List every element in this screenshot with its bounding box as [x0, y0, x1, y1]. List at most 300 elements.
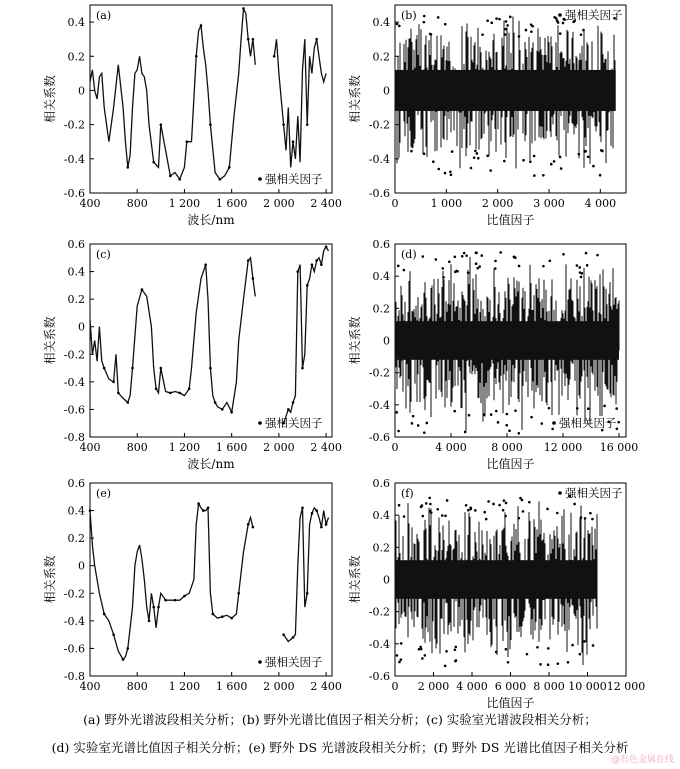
x-tick-label: 4 000 [435, 441, 467, 454]
strong-factor-point [495, 410, 498, 413]
strong-factor-point [533, 174, 536, 177]
strong-factor-point [252, 38, 255, 41]
series-line-1 [90, 8, 255, 179]
y-tick-label: 0.6 [372, 477, 390, 490]
strong-factor-point [247, 38, 250, 41]
strong-factor-point [423, 431, 426, 434]
strong-factor-point [422, 255, 425, 258]
strong-factor-point [432, 160, 435, 163]
strong-factor-point [486, 155, 489, 158]
strong-factor-point [228, 166, 231, 169]
panel-label: (b) [401, 9, 417, 22]
x-tick-label: 1 000 [430, 197, 463, 210]
strong-factor-point [492, 503, 495, 506]
strong-factor-point [412, 415, 415, 418]
strong-factor-point [518, 432, 521, 435]
x-axis-label: 比值因子 [486, 696, 535, 710]
x-tick-label: 16 000 [599, 441, 639, 454]
strong-factor-point [530, 30, 533, 33]
strong-factor-point [485, 518, 488, 521]
strong-factor-point [583, 640, 586, 643]
x-axis-label: 比值因子 [486, 457, 535, 471]
strong-factor-point [429, 503, 432, 506]
legend-label: 强相关因子 [265, 172, 323, 186]
y-tick-label: 0.4 [372, 16, 390, 30]
strong-factor-point [152, 161, 155, 164]
strong-factor-point [477, 157, 480, 160]
strong-factor-point [592, 165, 595, 168]
legend-label: 强相关因子 [265, 416, 323, 430]
strong-factor-point [454, 271, 457, 274]
strong-factor-point [421, 504, 424, 507]
series-line-1 [90, 504, 253, 660]
y-tick-label: -0.6 [63, 642, 85, 656]
y-tick-label: 0.4 [372, 270, 390, 284]
strong-factor-point [428, 497, 431, 500]
strong-factor-point [273, 55, 276, 58]
strong-factor-point [478, 265, 481, 268]
strong-factor-point [464, 431, 467, 434]
strong-factor-point [247, 523, 250, 526]
strong-factor-point [186, 140, 189, 143]
strong-factor-point [596, 254, 599, 257]
strong-factor-point [195, 55, 198, 58]
strong-factor-point [603, 405, 606, 408]
strong-factor-point [536, 646, 539, 649]
strong-factor-point [403, 269, 406, 272]
strong-factor-point [483, 511, 486, 514]
panel-label: (a) [96, 9, 112, 22]
strong-factor-point [188, 387, 191, 390]
x-tick-label: 400 [79, 197, 101, 210]
strong-factor-point [571, 644, 574, 647]
x-axis-label: 波长/nm [187, 213, 235, 227]
strong-factor-point [567, 661, 570, 664]
strong-factor-point [578, 266, 581, 269]
strong-factor-point [426, 422, 429, 425]
strong-factor-point [576, 264, 579, 267]
strong-factor-point [522, 510, 525, 513]
legend-marker [552, 421, 556, 425]
strong-factor-point [453, 255, 456, 258]
x-tick-label: 6 000 [494, 680, 527, 693]
legend-marker [258, 421, 262, 425]
strong-factor-point [617, 421, 620, 424]
x-tick-label: 12 000 [606, 680, 646, 693]
strong-factor-point [301, 507, 304, 510]
strong-factor-point [489, 169, 492, 172]
strong-factor-point [315, 259, 318, 262]
strong-factor-point [513, 255, 516, 258]
strong-factor-point [494, 267, 497, 270]
strong-factor-point [560, 167, 563, 170]
strong-factor-point [547, 663, 550, 666]
strong-factor-point [505, 20, 508, 23]
strong-factor-point [474, 150, 477, 153]
y-axis-label: 相关系数 [348, 74, 362, 124]
x-tick-label: 2 000 [481, 197, 514, 210]
y-tick-label: 0 [383, 573, 390, 587]
strong-factor-point [398, 504, 401, 507]
strong-factor-point [148, 620, 151, 623]
strong-factor-point [530, 416, 533, 419]
y-tick-label: -0.2 [63, 348, 85, 362]
strong-factor-point [504, 515, 507, 518]
strong-factor-point [325, 523, 328, 526]
legend-label: 强相关因子 [565, 8, 623, 22]
strong-factor-point [315, 38, 318, 41]
strong-factor-point [152, 606, 155, 609]
strong-factor-point [557, 662, 560, 665]
strong-factor-point [592, 644, 595, 647]
strong-factor-point [441, 514, 444, 517]
x-tick-label: 800 [126, 197, 148, 210]
strong-factor-point [576, 407, 579, 410]
strong-factor-point [474, 509, 477, 512]
strong-factor-point [495, 651, 498, 654]
y-tick-label: 0 [383, 334, 390, 348]
y-tick-label: 0.4 [67, 16, 85, 30]
strong-factor-point [480, 254, 483, 257]
x-tick-label: 2 000 [263, 680, 295, 693]
chart-panel-e [42, 477, 342, 693]
strong-factor-point [437, 16, 440, 19]
strong-factor-point [502, 509, 505, 512]
strong-factor-point [397, 430, 400, 433]
strong-factor-point [559, 156, 562, 159]
strong-factor-point [436, 508, 439, 511]
x-tick-label: 400 [79, 680, 101, 693]
strong-factor-point [465, 504, 468, 507]
strong-factor-point [553, 160, 556, 163]
strong-factor-point [490, 413, 493, 416]
y-axis-label: 相关系数 [43, 555, 57, 604]
strong-factor-point [499, 251, 502, 254]
strong-factor-point [292, 401, 295, 404]
y-tick-label: -0.8 [63, 431, 85, 444]
strong-factor-point [237, 592, 240, 595]
strong-factor-point [424, 654, 427, 657]
strong-factor-point [435, 258, 438, 261]
strong-factor-point [311, 512, 314, 515]
strong-factor-point [522, 159, 525, 162]
y-tick-label: 0 [78, 559, 85, 573]
strong-factor-point [126, 647, 129, 650]
strong-factor-point [282, 123, 285, 126]
strong-factor-point [580, 33, 583, 36]
strong-factor-point [252, 526, 255, 529]
strong-factor-point [578, 153, 581, 156]
strong-factor-point [174, 599, 177, 602]
strong-factor-point [475, 262, 478, 265]
strong-factor-point [141, 288, 144, 291]
strong-factor-point [155, 387, 158, 390]
strong-factor-point [178, 392, 181, 395]
strong-factor-point [450, 173, 453, 176]
strong-factor-point [518, 35, 521, 38]
strong-factor-point [403, 515, 406, 518]
strong-factor-point [615, 407, 618, 410]
strong-factor-point [557, 21, 560, 24]
strong-factor-point [542, 265, 545, 268]
legend-marker [258, 660, 262, 664]
x-tick-label: 8 000 [533, 680, 565, 693]
strong-factor-point [444, 665, 447, 668]
y-tick-label: 0.4 [372, 509, 390, 523]
strong-factor-point [207, 507, 210, 510]
strong-factor-point [547, 647, 550, 650]
strong-factor-point [470, 508, 473, 511]
strong-factor-point [540, 422, 543, 425]
strong-factor-point [505, 648, 508, 651]
strong-factor-point [468, 414, 471, 417]
strong-factor-point [530, 23, 533, 26]
strong-factor-point [209, 123, 212, 126]
strong-factor-point [505, 502, 508, 505]
y-tick-label: -0.2 [63, 118, 85, 132]
strong-factor-point [160, 367, 163, 370]
strong-factor-point [252, 277, 255, 280]
figure-caption-line-2: (d) 实验室光谱比值因子相关分析；(e) 野外 DS 光谱波段相关分析；(f) 野外 DS 光谱比值因子相关分析 [51, 740, 629, 755]
strong-factor-point [514, 409, 517, 412]
x-tick-label: 2 400 [310, 197, 342, 210]
strong-factor-point [437, 168, 440, 171]
strong-factor-point [528, 501, 531, 504]
strong-factor-point [591, 518, 594, 521]
strong-factor-point [463, 252, 466, 255]
x-tick-label: 1 600 [215, 441, 248, 454]
y-tick-label: -0.2 [368, 366, 390, 380]
x-tick-label: 800 [126, 441, 148, 454]
strong-factor-point [583, 150, 586, 153]
strong-factor-point [548, 407, 551, 410]
x-tick-label: 1 200 [168, 197, 201, 210]
panel-label: (e) [96, 487, 112, 500]
strong-factor-point [230, 411, 233, 414]
y-tick-label: -0.4 [368, 637, 390, 651]
y-tick-label: -0.6 [368, 670, 390, 683]
legend-label: 强相关因子 [559, 416, 617, 430]
strong-factor-point [417, 424, 420, 427]
strong-factor-point [494, 260, 497, 263]
strong-factor-point [486, 19, 489, 22]
y-tick-label: 0.2 [372, 541, 390, 555]
strong-factor-point [550, 163, 553, 166]
strong-factor-point [444, 172, 447, 175]
x-tick-label: 8 000 [491, 441, 523, 454]
panel-label: (c) [96, 248, 111, 261]
chart-panel-c [42, 238, 342, 471]
strong-factor-point [397, 265, 400, 268]
strong-factor-point [204, 263, 207, 266]
y-tick-label: 0.2 [372, 50, 390, 64]
strong-factor-point [476, 152, 479, 155]
strong-factor-point [475, 252, 478, 255]
y-tick-label: -0.4 [368, 398, 390, 412]
strong-factor-point [448, 260, 451, 263]
strong-factor-point [562, 253, 565, 256]
chart-panel-f [347, 477, 645, 710]
legend-marker [258, 177, 262, 181]
y-tick-label: -0.6 [368, 431, 390, 444]
strong-factor-point [306, 284, 309, 287]
strong-factor-point [325, 245, 328, 248]
y-axis-label: 相关系数 [348, 555, 362, 604]
strong-factor-point [551, 428, 554, 431]
strong-factor-point [455, 659, 458, 662]
strong-factor-point [461, 255, 464, 258]
strong-factor-point [126, 401, 129, 404]
strong-factor-point [282, 633, 285, 636]
strong-factor-point [506, 413, 509, 416]
strong-factor-point [126, 166, 129, 169]
chart-panel-d [347, 238, 638, 471]
x-tick-label: 1 600 [215, 680, 248, 693]
strong-factor-point [580, 276, 583, 279]
strong-factor-point [506, 24, 509, 27]
strong-factor-point [306, 123, 309, 126]
chart-panel-b [347, 5, 626, 227]
strong-factor-point [546, 508, 549, 511]
y-axis-label: 相关系数 [43, 74, 57, 124]
strong-factor-point [573, 503, 576, 506]
y-tick-label: -0.4 [63, 614, 85, 628]
legend-marker [558, 491, 562, 495]
x-tick-label: 4 000 [584, 197, 617, 210]
strong-factor-point [103, 613, 106, 616]
legend-label: 强相关因子 [265, 655, 323, 669]
strong-factor-point [504, 33, 507, 36]
panel-label: (f) [401, 487, 414, 500]
y-tick-label: 0 [78, 84, 85, 98]
strong-factor-point [209, 367, 212, 370]
strong-factor-point [521, 499, 524, 502]
strong-factor-point [197, 502, 200, 505]
strong-factor-point [442, 276, 445, 279]
strong-factor-point [219, 178, 222, 181]
strong-factor-point [445, 650, 448, 653]
plot-frame [90, 5, 332, 193]
strong-factor-point [411, 422, 414, 425]
strong-factor-point [400, 642, 403, 645]
strong-factor-point [444, 23, 447, 26]
y-tick-label: -0.6 [63, 403, 85, 417]
strong-factor-point [503, 160, 506, 163]
x-axis-label: 波长/nm [187, 457, 235, 471]
strong-factor-point [400, 658, 403, 661]
strong-factor-point [454, 646, 457, 649]
strong-factor-point [483, 413, 486, 416]
strong-factor-point [467, 271, 470, 274]
strong-factor-point [221, 408, 224, 411]
y-tick-label: 0 [78, 320, 85, 334]
strong-factor-point [117, 392, 120, 395]
strong-factor-point [89, 509, 92, 512]
strong-factor-point [441, 267, 444, 270]
y-axis-label: 相关系数 [348, 316, 362, 365]
strong-factor-point [542, 174, 545, 177]
strong-factor-point [444, 515, 447, 518]
ratio-core-band [395, 321, 619, 360]
x-tick-label: 4 000 [456, 680, 488, 693]
y-axis-label: 相关系数 [43, 316, 57, 365]
strong-factor-point [505, 424, 508, 427]
strong-factor-point [421, 657, 424, 660]
figure-caption-line-1: (a) 野外光谱波段相关分析；(b) 野外光谱比值因子相关分析；(c) 实验室光谱波段相关分析； [83, 712, 597, 727]
strong-factor-point [410, 150, 413, 153]
y-tick-label: -0.4 [368, 152, 390, 166]
strong-factor-point [584, 517, 587, 520]
strong-factor-point [579, 653, 582, 656]
x-axis-label: 比值因子 [486, 213, 535, 227]
strong-factor-point [518, 265, 521, 268]
strong-factor-point [423, 21, 426, 24]
x-tick-label: 2 400 [310, 680, 342, 693]
series-line-1 [90, 258, 255, 412]
strong-factor-point [507, 661, 510, 664]
strong-factor-point [200, 24, 203, 27]
strong-factor-point [221, 615, 224, 618]
legend-label: 强相关因子 [565, 486, 623, 500]
strong-factor-point [423, 15, 426, 18]
y-tick-label: -0.4 [63, 152, 85, 166]
strong-factor-point [498, 18, 501, 21]
y-tick-label: -0.2 [368, 118, 390, 132]
strong-factor-point [446, 499, 449, 502]
strong-factor-point [497, 421, 500, 424]
strong-factor-point [211, 613, 214, 616]
strong-factor-point [131, 367, 134, 370]
strong-factor-point [157, 606, 160, 609]
strong-factor-point [311, 263, 314, 266]
strong-factor-point [508, 429, 511, 432]
strong-factor-point [539, 663, 542, 666]
strong-factor-point [465, 254, 468, 257]
strong-factor-point [589, 512, 592, 515]
x-tick-label: 400 [79, 441, 101, 454]
strong-factor-point [449, 170, 452, 173]
strong-factor-point [559, 32, 562, 35]
strong-factor-point [430, 33, 433, 36]
x-tick-label: 0 [391, 680, 399, 693]
x-tick-label: 0 [391, 441, 399, 454]
x-tick-label: 1 200 [168, 680, 201, 693]
y-tick-label: -0.2 [63, 587, 85, 601]
plot-frame [90, 483, 332, 676]
strong-factor-point [529, 160, 532, 163]
strong-factor-point [581, 272, 584, 275]
x-tick-label: 800 [126, 680, 148, 693]
y-tick-label: 0.4 [67, 504, 85, 518]
strong-factor-point [454, 648, 457, 651]
strong-factor-point [556, 512, 559, 515]
strong-factor-point [301, 367, 304, 370]
strong-factor-point [292, 140, 295, 143]
strong-factor-point [509, 16, 512, 19]
strong-factor-point [423, 153, 426, 156]
strong-factor-point [296, 270, 299, 273]
strong-factor-point [585, 252, 588, 255]
y-tick-label: -0.4 [63, 375, 85, 389]
strong-factor-point [292, 636, 295, 639]
strong-factor-point [398, 661, 401, 664]
strong-factor-point [169, 392, 172, 395]
strong-factor-point [470, 167, 473, 170]
strong-factor-point [481, 33, 484, 36]
strong-factor-point [504, 28, 507, 31]
strong-factor-point [122, 658, 125, 661]
y-tick-label: 0.4 [67, 265, 85, 279]
